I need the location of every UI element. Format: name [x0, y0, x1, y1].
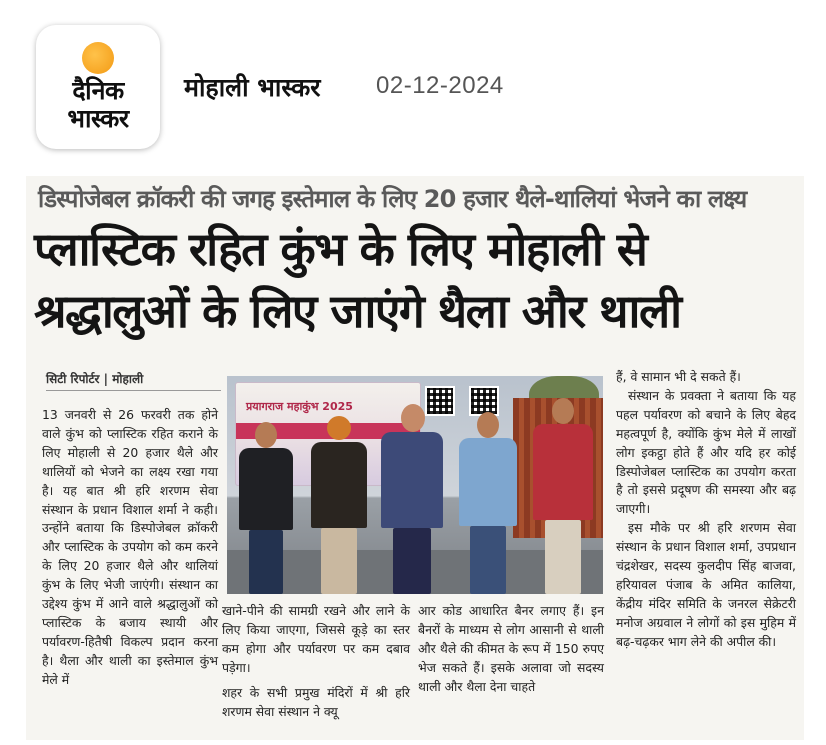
column-right-para3: इस मौके पर श्री हरि शरणम सेवा संस्थान के प्रधान विशाल शर्मा, उपप्रधान चंद्रशेखर, सदस्य कुलदीप सिंह बाजवा, हरियावल पंजाब के अमित कालिया, केंद्रीय मंदिर समिति के जनरल सेक्रेटरी मनोज अग्रवाल ने लोगों को इस मुहिम में बढ़-चढ़कर भाग लेने की अपील की। [616, 520, 796, 649]
logo-text-line2: भास्कर [67, 103, 129, 133]
headline-line2: श्रद्धालुओं के लिए जाएंगे थैला और थाली [34, 284, 681, 338]
column-right-para1: हैं, वे सामान भी दे सकते हैं। [616, 369, 741, 384]
photo-person [307, 416, 371, 594]
article-photo [227, 376, 603, 594]
sun-logo-icon [82, 42, 114, 74]
article-headline [34, 218, 681, 342]
photo-person [529, 398, 597, 594]
article-column-middle-1 [222, 602, 410, 740]
article-byline: सिटी रिपोर्टर | मोहाली [46, 370, 221, 391]
article-column-left: 13 जनवरी से 26 फरवरी तक होने वाले कुंभ को प्लास्टिक रहित कराने के लिए मोहाली से 20 हजार थैले और थालियों को भेजने का लक्ष्य रखा गया है। यह बात श्री हरि शरणम सेवा संस्थान के प्रधान विशाल शर्मा ने कही। उन्होंने बताया कि डिस्पोजेबल क्रॉकरी और प्लास्टिक के उपयोग को कम करने के लिए 20 हजार थैले और थालियां कुंभ के लिए भेजी जाएंगी। संस्थान का उद्देश्य कुंभ में आने वाले श्रद्धालुओं को प्लास्टिक के बजाय स्थायी और पर्यावरण-हितैषी विकल्प प्रदान करना है। थैला और थाली का इस्तेमाल कुंभ मेले में [42, 407, 218, 687]
photo-person [377, 404, 447, 594]
column-right-para2: संस्थान के प्रवक्ता ने बताया कि यह पहल पर्यावरण को बचाने के लिए बेहद महत्वपूर्ण है, क्योंकि कुंभ मेले में लाखों लोग इकट्ठा होते हैं और यदि हर कोई डिस्पोजेबल प्लास्टिक का उपयोग करता है तो इससे प्रदूषण की समस्या और बढ़ जाएगी। [616, 387, 796, 517]
photo-person [455, 412, 521, 594]
logo-text-line1: दैनिक [72, 75, 124, 105]
app-logo[interactable] [36, 25, 160, 149]
headline-line1: प्लास्टिक रहित कुंभ के लिए मोहाली से [34, 222, 647, 276]
column-middle-1-para1: खाने-पीने की सामग्री रखने और लाने के लिए किया जाएगा, जिससे कूड़े का स्तर कम होगा और पर्यावरण पर कम दबाव पड़ेगा। [222, 603, 410, 675]
column-middle-1-para2: शहर के सभी प्रमुख मंदिरों में श्री हरि शरणम सेवा संस्थान ने क्यू [222, 684, 410, 719]
article-column-middle-2: आर कोड आधारित बैनर लगाए हैं। इन बैनरों के माध्यम से लोग आसानी से थाली और थैले की कीमत के रूप में 150 रुपए भेज सकते हैं। इसके अलावा जो सदस्य थाली और थैला देना चाहते [418, 603, 604, 694]
news-clipping [26, 176, 804, 740]
publication-name: मोहाली भास्कर [184, 73, 321, 102]
article-kicker: डिस्पोजेबल क्रॉकरी की जगह इस्तेमाल के लिए 20 हजार थैले-थालियां भेजने का लक्ष्य [38, 185, 747, 213]
publication-date: 02-12-2024 [376, 72, 504, 99]
photo-person [235, 422, 297, 594]
article-column-right [616, 368, 796, 740]
banner-title: प्रयागराज महाकुंभ 2025 [246, 400, 353, 413]
